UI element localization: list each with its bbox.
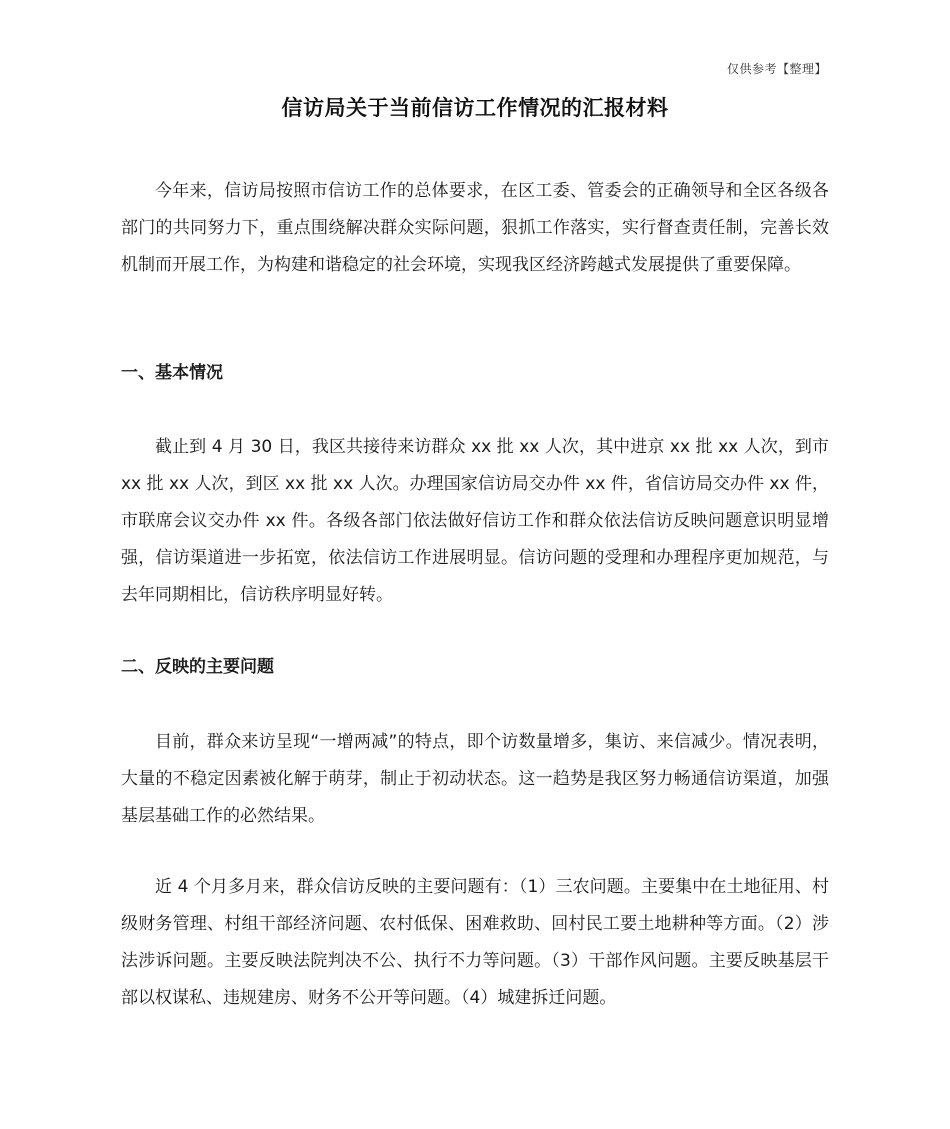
document-title: 信访局关于当前信访工作情况的汇报材料	[281, 96, 669, 120]
section-heading-basic: 一、基本情况	[121, 363, 223, 383]
basic-situation-paragraph: 截止到 4 月 30 日，我区共接待来访群众 xx 批 xx 人次，其中进京 xx 批 xx 人次，到市 xx 批 xx 人次，到区 xx 批 xx 人次。办理国家信访局交办件 xx 件，省信访局交办件 xx 件，市联席会议交办件 xx 件。各级各部门依法做好信访工作和群众依法信访反映问题意识明显增强，信访渠道进一步拓宽，依法信访工作进展明显。信访问题的受理和办理程序更加规范，与去年同期相比，信访秩序明显好转。	[121, 437, 829, 605]
intro-paragraph: 今年来，信访局按照市信访工作的总体要求，在区工委、管委会的正确领导和全区各级各部门的共同努力下，重点围绕解决群众实际问题，狠抓工作落实，实行督查责任制，完善长效机制而开展工作，为构建和谐稳定的社会环境，实现我区经济跨越式发展提供了重要保障。	[121, 181, 829, 275]
problems-paragraph-1: 目前，群众来访呈现“一增两减”的特点，即个访数量增多，集访、来信减少。情况表明，大量的不稳定因素被化解于萌芽，制止于初动状态。这一趋势是我区努力畅通信访渠道，加强基层基础工作的必然结果。	[121, 732, 829, 826]
header-note: 仅供参考【整理】	[726, 62, 827, 76]
section-heading-problems: 二、反映的主要问题	[121, 657, 274, 677]
problems-paragraph-2: 近 4 个月多月来，群众信访反映的主要问题有：（1）三农问题。主要集中在土地征用、村级财务管理、村组干部经济问题、农村低保、困难救助、回村民工要土地耕种等方面。（2）涉法涉诉问题。主要反映法院判决不公、执行不力等问题。（3）干部作风问题。主要反映基层干部以权谋私、违规建房、财务不公开等问题。（4）城建拆迁问题。	[121, 877, 829, 1008]
